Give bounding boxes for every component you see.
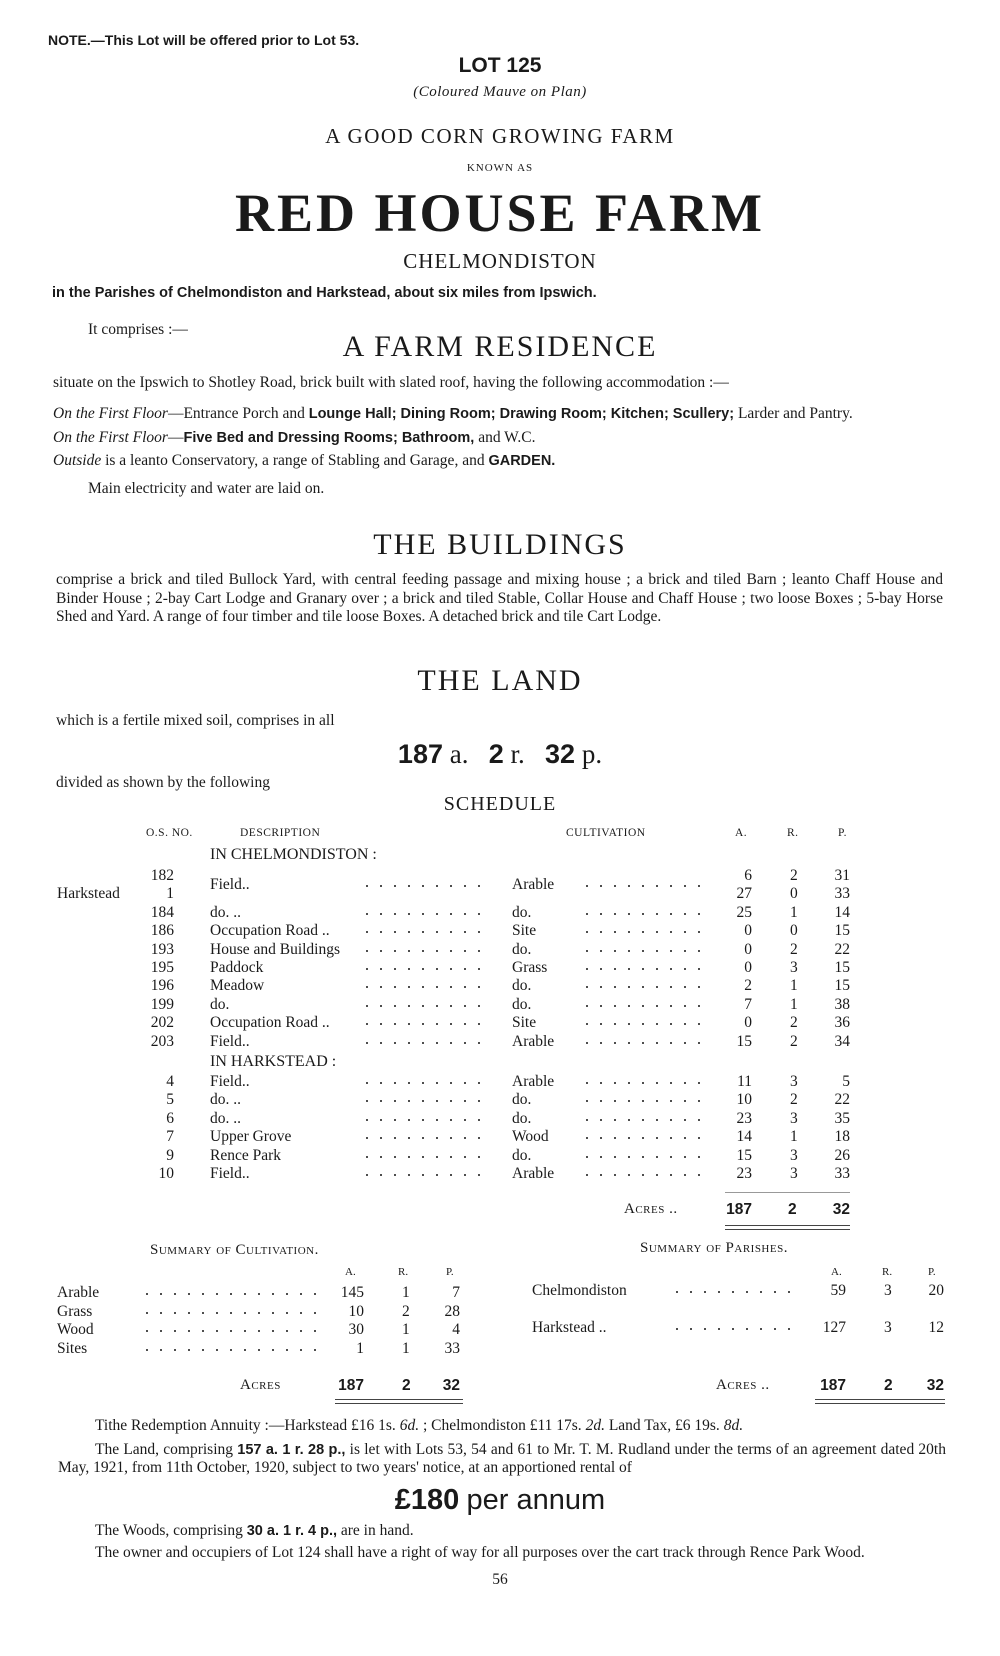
table-row xyxy=(0,903,1000,922)
residence-services: Main electricity and water are laid on. xyxy=(88,480,325,497)
text: is let with Lots 53, 54 and 61 to Mr. T. M. Rudland under the terms of an agreement dated 20th May, 1921, from 11th October, 1920, subject to two years' notice, at an apportioned rental of xyxy=(58,1441,946,1476)
perches: 36 xyxy=(834,1014,850,1032)
schedule-heading: SCHEDULE xyxy=(443,793,557,815)
description: do. .. xyxy=(210,1109,241,1127)
letting-text xyxy=(58,1441,946,1477)
cultivation: Site xyxy=(512,1014,537,1032)
total-label: Acres xyxy=(240,1377,281,1393)
table-row xyxy=(0,1013,1000,1032)
acres: 0 xyxy=(744,940,752,958)
roods: 2 xyxy=(790,940,798,958)
double-rule xyxy=(725,1225,850,1226)
divided-text: divided as shown by the following xyxy=(56,774,270,791)
table-row xyxy=(0,1090,1000,1109)
table-row xyxy=(0,1072,1000,1091)
cultivation: Site xyxy=(512,922,537,940)
dot-leader xyxy=(360,967,480,971)
col-cultivation: CULTIVATION xyxy=(566,827,646,839)
land-heading: THE LAND xyxy=(417,664,583,697)
residence-heading: A FARM RESIDENCE xyxy=(342,330,658,363)
os-number: 182 xyxy=(150,867,174,884)
cultivation: Arable xyxy=(512,1032,555,1050)
roods: 1 xyxy=(402,1339,410,1357)
roods: 1 xyxy=(790,977,798,995)
place-name: CHELMONDISTON xyxy=(403,249,597,273)
description: House and Buildings xyxy=(210,940,341,958)
perches: 14 xyxy=(834,903,850,921)
acres: 59 xyxy=(830,1282,846,1299)
text: —Entrance Porch and xyxy=(167,405,309,422)
perches: 38 xyxy=(834,995,850,1013)
text: The Land, comprising xyxy=(95,1441,238,1458)
section-label: IN HARKSTEAD : xyxy=(210,1053,337,1070)
dot-leader xyxy=(580,1136,710,1140)
col-os-no: O.S. NO. xyxy=(146,827,193,839)
dot-leader xyxy=(360,985,480,989)
cultivation: Arable xyxy=(512,876,555,894)
acres: 27 xyxy=(736,885,752,903)
text: ; Chelmondiston £11 17s. xyxy=(419,1417,586,1434)
dot-leader xyxy=(360,1155,480,1159)
dot-leader xyxy=(360,1081,480,1085)
roods: 2 xyxy=(790,867,798,884)
roods: 3 xyxy=(884,1282,892,1299)
os-number: 196 xyxy=(150,977,174,995)
dot-leader xyxy=(580,884,710,888)
known-as: KNOWN AS xyxy=(466,162,534,174)
description: Meadow xyxy=(210,977,265,995)
acres: 7 xyxy=(744,995,752,1013)
description: Rence Park xyxy=(210,1146,282,1164)
total-acres: 187 xyxy=(820,1377,846,1394)
section-harkstead xyxy=(0,1052,1000,1071)
perches: 33 xyxy=(834,1165,850,1182)
perches: 5 xyxy=(842,1073,850,1090)
total-perches: 32 xyxy=(442,1377,460,1394)
acres: 14 xyxy=(736,1128,752,1146)
total-roods: 2 xyxy=(788,1201,797,1218)
acres: 0 xyxy=(744,1014,752,1032)
perches: 28 xyxy=(444,1302,460,1320)
name: Harkstead .. xyxy=(532,1319,607,1336)
roods: 1 xyxy=(790,995,798,1013)
buildings-heading: THE BUILDINGS xyxy=(373,528,627,561)
text: is a leanto Conservatory, a range of Stabling and Garage, and xyxy=(101,452,489,469)
acres: 10 xyxy=(348,1302,364,1320)
text: Larder and Pantry. xyxy=(734,405,853,422)
table-row xyxy=(0,1109,1000,1128)
total-acres: 187 xyxy=(726,1201,752,1218)
os-number: 193 xyxy=(150,940,174,958)
table-row xyxy=(0,1164,1000,1183)
description: do. xyxy=(210,995,230,1013)
roods: 3 xyxy=(790,1073,798,1090)
acres: 15 xyxy=(736,1032,752,1050)
cultivation: Arable xyxy=(512,1073,555,1090)
note: NOTE.—This Lot will be offered prior to Lot 53. xyxy=(48,32,360,48)
roods: 1 xyxy=(402,1321,410,1338)
acres: 145 xyxy=(340,1284,364,1301)
cultivation: Arable xyxy=(512,1165,555,1182)
dot-leader xyxy=(580,930,710,934)
dot-leader xyxy=(360,1041,480,1045)
lot-number: LOT 125 xyxy=(458,54,542,77)
perches: 15 xyxy=(834,922,850,940)
page-title: RED HOUSE FARM xyxy=(234,183,765,243)
land-total-acres-unit: a. xyxy=(449,739,469,769)
description: Field.. xyxy=(210,1073,250,1090)
rent-amount: £180 xyxy=(394,1484,460,1516)
acres: 2 xyxy=(744,977,752,995)
col-roods: R. xyxy=(398,1266,409,1278)
italic-text: On the First Floor xyxy=(53,405,168,422)
name: Arable xyxy=(57,1284,100,1301)
col-perches: P. xyxy=(928,1266,936,1278)
acres: 11 xyxy=(737,1073,752,1090)
acres: 30 xyxy=(348,1321,364,1338)
roods: 3 xyxy=(790,1146,798,1164)
bold-text: GARDEN. xyxy=(488,453,556,469)
os-number: 6 xyxy=(166,1109,174,1127)
os-number: 186 xyxy=(150,922,174,940)
residence-outside xyxy=(53,451,948,471)
roods: 2 xyxy=(402,1302,410,1320)
text: The Woods, comprising xyxy=(95,1522,247,1539)
dot-leader xyxy=(360,884,480,888)
roods: 2 xyxy=(790,1014,798,1032)
text: — xyxy=(167,429,184,446)
description: Occupation Road .. xyxy=(210,922,330,940)
right-of-way-text: The owner and occupiers of Lot 124 shall have a right of way for all purposes over the cart track through Rence Park Wood. xyxy=(95,1544,865,1561)
dot-leader xyxy=(580,912,710,916)
description: Field.. xyxy=(210,1032,250,1050)
description: Occupation Road .. xyxy=(210,1014,330,1032)
os-number: 199 xyxy=(150,995,174,1013)
bold-text: 30 a. 1 r. 4 p., xyxy=(246,1523,338,1539)
rent xyxy=(0,1483,1000,1517)
perches: 12 xyxy=(928,1319,944,1336)
comprises: It comprises :— xyxy=(88,321,188,338)
parishes-line: in the Parishes of Chelmondiston and Harkstead, about six miles from Ipswich. xyxy=(52,285,597,301)
bold-text: Lounge Hall; Dining Room; Drawing Room; Kitchen; Scullery; xyxy=(308,406,735,422)
total-label: Acres .. xyxy=(624,1201,678,1217)
acres: 0 xyxy=(744,922,752,940)
perches: 31 xyxy=(834,867,850,884)
dot-leader xyxy=(580,1041,710,1045)
acres: 6 xyxy=(744,867,752,884)
double-rule xyxy=(815,1399,945,1400)
name: Sites xyxy=(57,1339,88,1357)
perches: 15 xyxy=(834,977,850,995)
double-rule xyxy=(335,1399,463,1400)
cultivation: do. xyxy=(512,940,532,958)
dot-leader xyxy=(360,1118,480,1122)
summary-row xyxy=(0,1339,1000,1358)
perches: 35 xyxy=(834,1109,850,1127)
name: Grass xyxy=(57,1302,93,1320)
dot-leader xyxy=(580,1099,710,1103)
land-total-perches: 32 xyxy=(545,739,576,769)
closing-notes xyxy=(0,1416,1000,1589)
cultivation: Wood xyxy=(512,1128,549,1146)
residence-block xyxy=(53,373,948,498)
divider xyxy=(725,1192,850,1193)
page-number: 56 xyxy=(492,1571,508,1588)
residence-intro: situate on the Ipswich to Shotley Road, brick built with slated roof, having the following accommodation :— xyxy=(53,374,729,391)
dot-leader xyxy=(670,1327,800,1331)
os-number: 202 xyxy=(150,1014,174,1032)
text: Tithe Redemption Annuity :—Harkstead £16 1s. xyxy=(95,1417,400,1434)
section-chelmondiston xyxy=(0,845,1000,864)
os-number: 203 xyxy=(150,1032,174,1050)
os-number: 1 xyxy=(166,885,174,903)
cultivation: do. xyxy=(512,995,532,1013)
rent-unit: per annum xyxy=(466,1484,606,1516)
dot-leader xyxy=(580,985,710,989)
total-perches: 32 xyxy=(926,1377,944,1394)
italic-text: 6d. xyxy=(399,1417,420,1434)
residence-upper-floor xyxy=(53,428,948,448)
dot-leader xyxy=(670,1290,800,1294)
dot-leader xyxy=(140,1348,320,1352)
acres: 23 xyxy=(736,1165,752,1182)
summary-row xyxy=(0,1318,1000,1337)
perches: 7 xyxy=(452,1284,460,1301)
land-total-roods: 2 xyxy=(488,739,504,769)
dot-leader xyxy=(360,1136,480,1140)
cultivation: do. xyxy=(512,1091,532,1109)
os-number: 5 xyxy=(166,1091,174,1109)
roods: 1 xyxy=(790,903,798,921)
perches: 22 xyxy=(834,940,850,958)
acres: 1 xyxy=(356,1339,364,1357)
residence-first-floor xyxy=(53,404,948,424)
cultivation: do. xyxy=(512,1109,532,1127)
table-row xyxy=(0,1146,1000,1165)
dot-leader xyxy=(140,1311,320,1315)
cultivation: do. xyxy=(512,977,532,995)
total-perches: 32 xyxy=(832,1201,850,1218)
woods-text xyxy=(0,1521,1000,1541)
total-label: Acres .. xyxy=(716,1377,770,1393)
table-row xyxy=(0,921,1000,940)
col-roods: R. xyxy=(882,1266,893,1278)
dot-leader xyxy=(360,1099,480,1103)
acres: 23 xyxy=(736,1109,752,1127)
perches: 34 xyxy=(834,1032,850,1050)
italic-text: 2d. xyxy=(585,1417,605,1434)
acres: 25 xyxy=(736,903,752,921)
roods: 0 xyxy=(790,922,798,940)
summary-cultivation-heading: Summary of Cultivation. xyxy=(150,1242,319,1258)
dot-leader xyxy=(580,949,710,953)
table-row xyxy=(0,940,1000,959)
description: Upper Grove xyxy=(210,1128,292,1146)
dot-leader xyxy=(360,1004,480,1008)
text: and W.C. xyxy=(474,429,536,446)
table-row xyxy=(0,866,1000,885)
perches: 18 xyxy=(834,1128,850,1146)
land-intro: which is a fertile mixed soil, comprises in all xyxy=(56,712,335,729)
total-roods: 2 xyxy=(884,1377,893,1394)
land-total-roods-unit: r. xyxy=(510,739,525,769)
italic-text: 8d. xyxy=(723,1417,744,1434)
dot-leader xyxy=(360,949,480,953)
bold-text: 157 a. 1 r. 28 p., xyxy=(237,1442,346,1458)
col-roods: R. xyxy=(787,827,799,839)
double-rule xyxy=(725,1229,850,1230)
roods: 2 xyxy=(790,1091,798,1109)
bold-text: Five Bed and Dressing Rooms; Bathroom, xyxy=(183,430,475,446)
roods: 1 xyxy=(402,1284,410,1301)
section-label: IN CHELMONDISTON : xyxy=(210,846,377,863)
buildings-text: comprise a brick and tiled Bullock Yard, with central feeding passage and mixing house ; a brick and tiled Barn ; leanto Chaff House and Binder House ; 2-bay Cart Lodge and Granary over ; a brick and tiled Stable, Collar House and Chaff House ; two loose Boxes ; 5-bay Horse Shed and Yard. A range of four timber and tile loose Boxes. A detached brick and tile Cart Lodge. xyxy=(56,571,943,625)
table-row xyxy=(0,1032,1000,1051)
col-acres: A. xyxy=(735,827,748,839)
perches: 15 xyxy=(834,959,850,976)
description: Field.. xyxy=(210,876,250,894)
summary-parishes-heading: Summary of Parishes. xyxy=(640,1240,788,1256)
summary-headers xyxy=(0,1263,1000,1282)
land-total-acres: 187 xyxy=(397,739,443,769)
cultivation: do. xyxy=(512,1146,532,1164)
roods: 1 xyxy=(790,1128,798,1146)
dot-leader xyxy=(580,967,710,971)
os-number: 7 xyxy=(166,1128,174,1146)
total-acres: 187 xyxy=(338,1377,364,1394)
table-row xyxy=(0,958,1000,977)
acres: 10 xyxy=(736,1091,752,1109)
roods: 2 xyxy=(790,1032,798,1050)
text: are in hand. xyxy=(337,1522,414,1539)
name: Wood xyxy=(57,1321,94,1338)
perches: 4 xyxy=(452,1321,460,1338)
dot-leader xyxy=(580,1173,710,1177)
tithe-text xyxy=(0,1416,965,1435)
summary-parishes-total xyxy=(0,1376,1000,1395)
dot-leader xyxy=(580,1022,710,1026)
acres: 15 xyxy=(736,1146,752,1164)
italic-text: On the First Floor xyxy=(53,429,168,446)
perches: 26 xyxy=(834,1146,850,1164)
cultivation: Grass xyxy=(512,959,548,976)
dot-leader xyxy=(580,1004,710,1008)
os-number: 184 xyxy=(150,903,174,921)
summary-row xyxy=(0,1281,1000,1300)
parish-label: Harkstead xyxy=(57,885,120,902)
acres: 127 xyxy=(822,1319,846,1336)
double-rule xyxy=(815,1403,945,1404)
dot-leader xyxy=(360,1022,480,1026)
roods: 0 xyxy=(790,885,798,903)
lot-subtitle: (Coloured Mauve on Plan) xyxy=(413,84,587,100)
schedule-header xyxy=(0,824,1000,843)
tagline: A GOOD CORN GROWING FARM xyxy=(325,124,675,148)
double-rule xyxy=(335,1403,463,1404)
dot-leader xyxy=(360,1173,480,1177)
col-description: DESCRIPTION xyxy=(240,827,321,839)
schedule-total xyxy=(0,1200,1000,1219)
col-acres: A. xyxy=(345,1266,356,1278)
roods: 3 xyxy=(790,1165,798,1182)
table-row xyxy=(0,976,1000,995)
os-number: 4 xyxy=(166,1073,174,1090)
col-perches: P. xyxy=(838,827,847,839)
os-number: 195 xyxy=(150,959,174,976)
italic-text: Outside xyxy=(53,452,102,469)
text: Land Tax, £6 19s. xyxy=(604,1417,724,1434)
description: do. .. xyxy=(210,903,241,921)
description: do. .. xyxy=(210,1091,241,1109)
roods: 3 xyxy=(790,1109,798,1127)
cultivation: do. xyxy=(512,903,532,921)
dot-leader xyxy=(360,930,480,934)
roods: 3 xyxy=(884,1319,892,1336)
table-row xyxy=(0,1127,1000,1146)
os-number: 10 xyxy=(158,1165,174,1182)
perches: 33 xyxy=(834,885,850,903)
dot-leader xyxy=(580,1081,710,1085)
col-perches: P. xyxy=(446,1266,454,1278)
os-number: 9 xyxy=(166,1146,174,1164)
dot-leader xyxy=(580,1155,710,1159)
col-acres: A. xyxy=(831,1266,842,1278)
description: Field.. xyxy=(210,1165,250,1182)
perches: 33 xyxy=(444,1339,460,1357)
roods: 3 xyxy=(790,959,798,976)
name: Chelmondiston xyxy=(532,1282,627,1299)
land-total xyxy=(0,738,1000,770)
acres: 0 xyxy=(744,959,752,976)
total-roods: 2 xyxy=(402,1377,411,1394)
land-total-perches-unit: p. xyxy=(581,739,603,769)
table-row xyxy=(0,995,1000,1014)
dot-leader xyxy=(580,1118,710,1122)
perches: 20 xyxy=(928,1282,944,1299)
description: Paddock xyxy=(210,959,264,976)
perches: 22 xyxy=(834,1091,850,1109)
table-row xyxy=(0,876,1000,903)
dot-leader xyxy=(360,912,480,916)
